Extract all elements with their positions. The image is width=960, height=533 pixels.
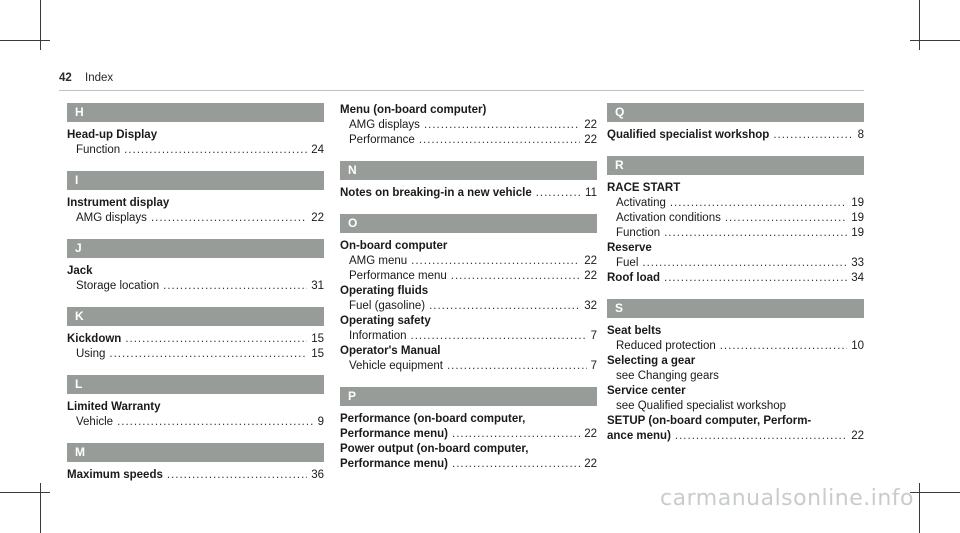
- entry-text: Qualified specialist workshop: [607, 129, 770, 141]
- index-row: [340, 329, 597, 344]
- dot-leader: [167, 468, 307, 483]
- page-ref: 22: [851, 430, 864, 442]
- index-entry: [607, 128, 864, 143]
- crop-mark: [919, 483, 920, 533]
- dot-leader: [447, 359, 587, 374]
- index-row: [607, 256, 864, 271]
- dot-leader: [725, 211, 847, 226]
- section-letter-n: N: [340, 161, 597, 180]
- index-row: [67, 143, 324, 158]
- page-ref: 22: [584, 119, 597, 131]
- entry-text: Kickdown: [67, 333, 122, 345]
- dot-leader: [664, 271, 847, 286]
- dot-leader: [109, 347, 307, 362]
- entry-text: Reduced protection: [616, 340, 716, 352]
- section-letter-s: S: [607, 299, 864, 318]
- index-entry: [67, 196, 324, 226]
- index-entry: [340, 344, 597, 374]
- index-entry: [340, 239, 597, 284]
- section-letter-l: L: [67, 375, 324, 394]
- section-letter-j: J: [67, 239, 324, 258]
- entry-heading: Reserve: [607, 242, 652, 254]
- page-ref: 15: [311, 348, 324, 360]
- page-ref: 22: [311, 212, 324, 224]
- dot-leader: [411, 254, 580, 269]
- section-gap: [340, 148, 597, 161]
- index-row: [607, 429, 864, 444]
- index-entry: [607, 181, 864, 241]
- section-letter-i: I: [67, 171, 324, 190]
- index-entry: [607, 354, 864, 384]
- page-ref: 19: [851, 197, 864, 209]
- page-ref: 11: [585, 187, 597, 199]
- dot-leader: [675, 429, 847, 444]
- entry-heading: Instrument display: [67, 197, 170, 209]
- cross-reference: see Changing gears: [616, 370, 719, 382]
- entry-text: Roof load: [607, 272, 661, 284]
- entry-heading: Jack: [67, 265, 93, 277]
- entry-heading: Head-up Display: [67, 129, 158, 141]
- entry-heading: Menu (on-board computer): [340, 104, 487, 116]
- dot-leader: [117, 415, 314, 430]
- entry-text: Performance menu): [340, 458, 449, 470]
- index-column-2: [340, 103, 597, 472]
- dot-leader: [419, 133, 580, 148]
- index-entry: [67, 400, 324, 430]
- section-letter-k: K: [67, 307, 324, 326]
- index-column-3: [607, 103, 864, 444]
- entry-heading: On-board computer: [340, 240, 448, 252]
- entry-text: Performance menu): [340, 428, 449, 440]
- page-ref: 19: [851, 227, 864, 239]
- dot-leader: [664, 226, 847, 241]
- index-entry: [340, 284, 597, 314]
- dot-leader: [536, 186, 581, 201]
- entry-text: Activating: [616, 197, 666, 209]
- section-gap: [67, 294, 324, 307]
- index-row: [340, 118, 597, 133]
- dot-leader: [411, 329, 587, 344]
- index-row: [340, 457, 597, 472]
- cross-reference: see Qualified specialist workshop: [616, 400, 787, 412]
- index-row: [607, 211, 864, 226]
- index-entry: [607, 324, 864, 354]
- index-entry: [340, 186, 597, 201]
- index-entry: [607, 241, 864, 271]
- entry-text: Maximum speeds: [67, 469, 163, 481]
- entry-text: AMG menu: [349, 255, 408, 267]
- entry-text: Function: [616, 227, 661, 239]
- index-entry: [67, 468, 324, 483]
- entry-heading: Seat belts: [607, 325, 662, 337]
- index-row: [340, 133, 597, 148]
- page-ref: 33: [851, 257, 864, 269]
- index-row: [67, 415, 324, 430]
- page-ref: 7: [590, 330, 597, 342]
- index-entry: [67, 264, 324, 294]
- index-entry: [607, 384, 864, 414]
- crop-mark: [40, 483, 41, 533]
- index-column-1: [67, 103, 324, 483]
- page-number: 42: [59, 72, 72, 84]
- page-title: Index: [85, 72, 114, 84]
- crop-mark: [910, 40, 960, 41]
- page-ref: 22: [584, 270, 597, 282]
- entry-text: Fuel (gasoline): [349, 300, 426, 312]
- page-ref: 24: [311, 144, 324, 156]
- section-gap: [340, 374, 597, 387]
- entry-text: Performance: [349, 134, 415, 146]
- entry-heading: Power output (on-board computer,: [340, 443, 529, 455]
- page-ref: 7: [590, 360, 597, 372]
- section-letter-o: O: [340, 214, 597, 233]
- entry-text: AMG displays: [76, 212, 147, 224]
- index-entry: [67, 128, 324, 158]
- index-row: [340, 359, 597, 374]
- entry-text: ance menu): [607, 430, 671, 442]
- page-ref: 34: [851, 272, 864, 284]
- index-row: [67, 332, 324, 347]
- section-gap: [340, 201, 597, 214]
- index-row: [340, 427, 597, 442]
- dot-leader: [125, 332, 307, 347]
- entry-text: Activation conditions: [616, 212, 721, 224]
- entry-heading: Selecting a gear: [607, 355, 696, 367]
- dot-leader: [670, 196, 847, 211]
- entry-heading: Operating fluids: [340, 285, 429, 297]
- page-ref: 22: [584, 255, 597, 267]
- entry-text: Fuel: [616, 257, 639, 269]
- index-row: [340, 254, 597, 269]
- section-letter-p: P: [340, 387, 597, 406]
- page-ref: 31: [311, 280, 324, 292]
- index-row: [340, 186, 597, 201]
- page-ref: 8: [857, 129, 864, 141]
- page-header: [59, 72, 113, 84]
- index-row: [67, 347, 324, 362]
- entry-heading: RACE START: [607, 182, 681, 194]
- entry-text: Storage location: [76, 280, 160, 292]
- page-ref: 22: [584, 134, 597, 146]
- entry-text: AMG displays: [349, 119, 420, 131]
- header-divider: [59, 90, 864, 91]
- entry-heading: Operator's Manual: [340, 345, 441, 357]
- page-ref: 15: [311, 333, 324, 345]
- section-gap: [67, 158, 324, 171]
- page-ref: 32: [584, 300, 597, 312]
- entry-text: Vehicle: [76, 416, 114, 428]
- dot-leader: [720, 339, 847, 354]
- crop-mark: [919, 0, 920, 50]
- dot-leader: [424, 118, 580, 133]
- entry-text: Function: [76, 144, 121, 156]
- crop-mark: [40, 0, 41, 50]
- entry-heading: SETUP (on-board computer, Perform-: [607, 415, 812, 427]
- index-row: [67, 211, 324, 226]
- index-row: [607, 339, 864, 354]
- entry-text: Information: [349, 330, 407, 342]
- watermark: carmanualsonline.info: [660, 486, 914, 511]
- section-letter-r: R: [607, 156, 864, 175]
- page-ref: 9: [317, 416, 324, 428]
- section-gap: [67, 226, 324, 239]
- dot-leader: [451, 269, 580, 284]
- page-ref: 36: [311, 469, 324, 481]
- index-row: [67, 468, 324, 483]
- index-entry: [340, 103, 597, 148]
- section-gap: [67, 430, 324, 443]
- entry-text: Performance menu: [349, 270, 447, 282]
- crop-mark: [0, 492, 50, 493]
- index-row: [340, 299, 597, 314]
- section-gap: [67, 362, 324, 375]
- crop-mark: [0, 40, 50, 41]
- crop-mark: [910, 492, 960, 493]
- section-letter-h: H: [67, 103, 324, 122]
- entry-heading: Limited Warranty: [67, 401, 161, 413]
- index-entry: [340, 314, 597, 344]
- index-entry: [607, 414, 864, 444]
- index-entry: [607, 271, 864, 286]
- dot-leader: [452, 457, 580, 472]
- dot-leader: [151, 211, 307, 226]
- entry-heading: Service center: [607, 385, 686, 397]
- page-ref: 10: [851, 340, 864, 352]
- index-row: [607, 196, 864, 211]
- dot-leader: [429, 299, 580, 314]
- section-letter-m: M: [67, 443, 324, 462]
- page-ref: 19: [851, 212, 864, 224]
- page-ref: 22: [584, 458, 597, 470]
- dot-leader: [452, 427, 580, 442]
- dot-leader: [124, 143, 307, 158]
- index-row: [67, 279, 324, 294]
- page-ref: 22: [584, 428, 597, 440]
- index-row: [607, 128, 864, 143]
- dot-leader: [773, 128, 853, 143]
- entry-heading: Operating safety: [340, 315, 431, 327]
- index-entry: [67, 332, 324, 362]
- index-row: [607, 271, 864, 286]
- dot-leader: [163, 279, 307, 294]
- index-entry: [340, 442, 597, 472]
- index-row: [340, 269, 597, 284]
- entry-heading: Performance (on-board computer,: [340, 413, 526, 425]
- index-row: [607, 226, 864, 241]
- section-gap: [607, 143, 864, 156]
- index-entry: [340, 412, 597, 442]
- entry-text: Vehicle equipment: [349, 360, 443, 372]
- entry-text: Using: [76, 348, 106, 360]
- section-gap: [607, 286, 864, 299]
- dot-leader: [642, 256, 847, 271]
- entry-text: Notes on breaking-in a new vehicle: [340, 187, 532, 199]
- section-letter-q: Q: [607, 103, 864, 122]
